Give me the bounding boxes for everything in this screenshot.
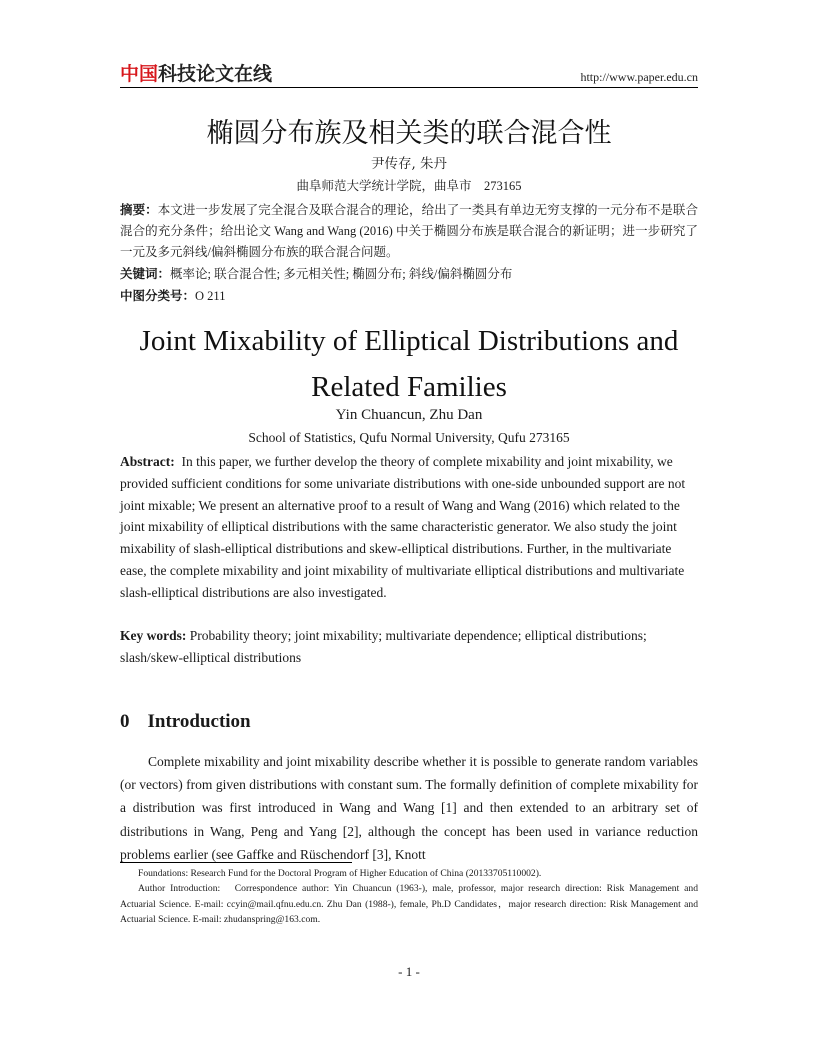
chinese-abstract (120, 199, 698, 263)
english-keywords-label: Key words: (120, 628, 187, 643)
journal-logo (120, 62, 272, 86)
classification-label: 中图分类号： (120, 288, 196, 303)
english-title-line2: Related Families (311, 371, 507, 403)
page-header (120, 62, 698, 88)
section-heading (120, 710, 251, 734)
chinese-keywords-text: 概率论; 联合混合性; 多元相关性; 椭圆分布; 斜线/偏斜椭圆分布 (170, 267, 513, 281)
chinese-keywords-label: 关键词： (120, 266, 171, 281)
english-keywords (120, 625, 698, 669)
chinese-abstract-label: 摘要： (120, 202, 158, 217)
chinese-title: 椭圆分布族及相关类的联合混合性 (206, 118, 612, 149)
english-abstract (120, 451, 698, 604)
english-authors: Yin Chuancun, Zhu Dan (335, 407, 483, 423)
footnote-foundations: Foundations: Research Fund for the Doctoral Program of Higher Education of China (20133705110002). (138, 868, 542, 879)
intro-paragraph: Complete mixability and joint mixability describe whether it is possible to generate random variables (or vectors) from given distributions with constant sum. The formally definition of complete mixability for a distribution was first introduced in Wang and Wang [1] and then extended to an arbitrary set of distributions in Wang, Peng and Yang [2], although the concept has been used in variance reduction problems earlier (see Gaffke and Rüschendorf [3], Knott (120, 754, 698, 862)
english-keywords-text: Probability theory; joint mixability; multivariate dependence; elliptical distributions; slash/skew-elliptical distributions (120, 628, 647, 665)
english-abstract-label: Abstract: (120, 454, 175, 469)
english-title-line1: Joint Mixability of Elliptical Distributions and (139, 325, 679, 357)
chinese-affiliation: 曲阜师范大学统计学院，曲阜市 273165 (296, 179, 522, 193)
chinese-classification (120, 287, 698, 305)
english-affiliation: School of Statistics, Qufu Normal University, Qufu 273165 (248, 430, 570, 445)
page-number: - 1 - (398, 964, 420, 979)
chinese-authors: 尹传存, 朱丹 (370, 156, 448, 172)
footnote-author-intro: Author Introduction: Correspondence author: Yin Chuancun (1963-), male, professor, major research direction: Risk Management and Actuarial Science. E-mail: ccyin@mail.qfnu.edu.cn. Zhu Dan (1988-), female, Ph.D Candidates，major research direction: Risk Management and Actuarial Science. E-mail: zhudanspring@163.com. (120, 883, 698, 925)
footnote-divider (120, 862, 352, 863)
english-title (120, 318, 698, 410)
section-number: 0 (120, 711, 130, 732)
section-title: Introduction (147, 711, 251, 732)
chinese-abstract-text: 本文进一步发展了完全混合及联合混合的理论，给出了一类具有单边无穷支撑的一元分布不是联合混合的充分条件；给出论文 Wang and Wang (2016) 中关于椭圆分布族是联合混合的新证明；进一步研究了一元及多元斜线/偏斜椭圆分布族的联合混合问题。 (120, 203, 698, 259)
english-abstract-text: In this paper, we further develop the theory of complete mixability and joint mixability, we provided sufficient conditions for some univariate distributions with one-side unbounded support are not joint mixable; We present an alternative proof to a result of Wang and Wang (2016) which related to the joint mixability of elliptical distributions with the same characteristic generator. We also study the joint mixability of slash-elliptical distributions and skew-elliptical distributions. Further, in the multivariate ease, the complete mixability and joint mixability of multivariate elliptical distributions and multivariate slash-elliptical distributions are also investigated. (120, 454, 686, 600)
header-divider (120, 87, 698, 88)
classification-text: O 211 (195, 289, 226, 303)
logo-red-text: 中国 (120, 63, 159, 85)
chinese-keywords (120, 265, 698, 283)
logo-dark-text: 科技论文在线 (158, 63, 273, 85)
header-url: http://www.paper.edu.cn (580, 70, 698, 84)
